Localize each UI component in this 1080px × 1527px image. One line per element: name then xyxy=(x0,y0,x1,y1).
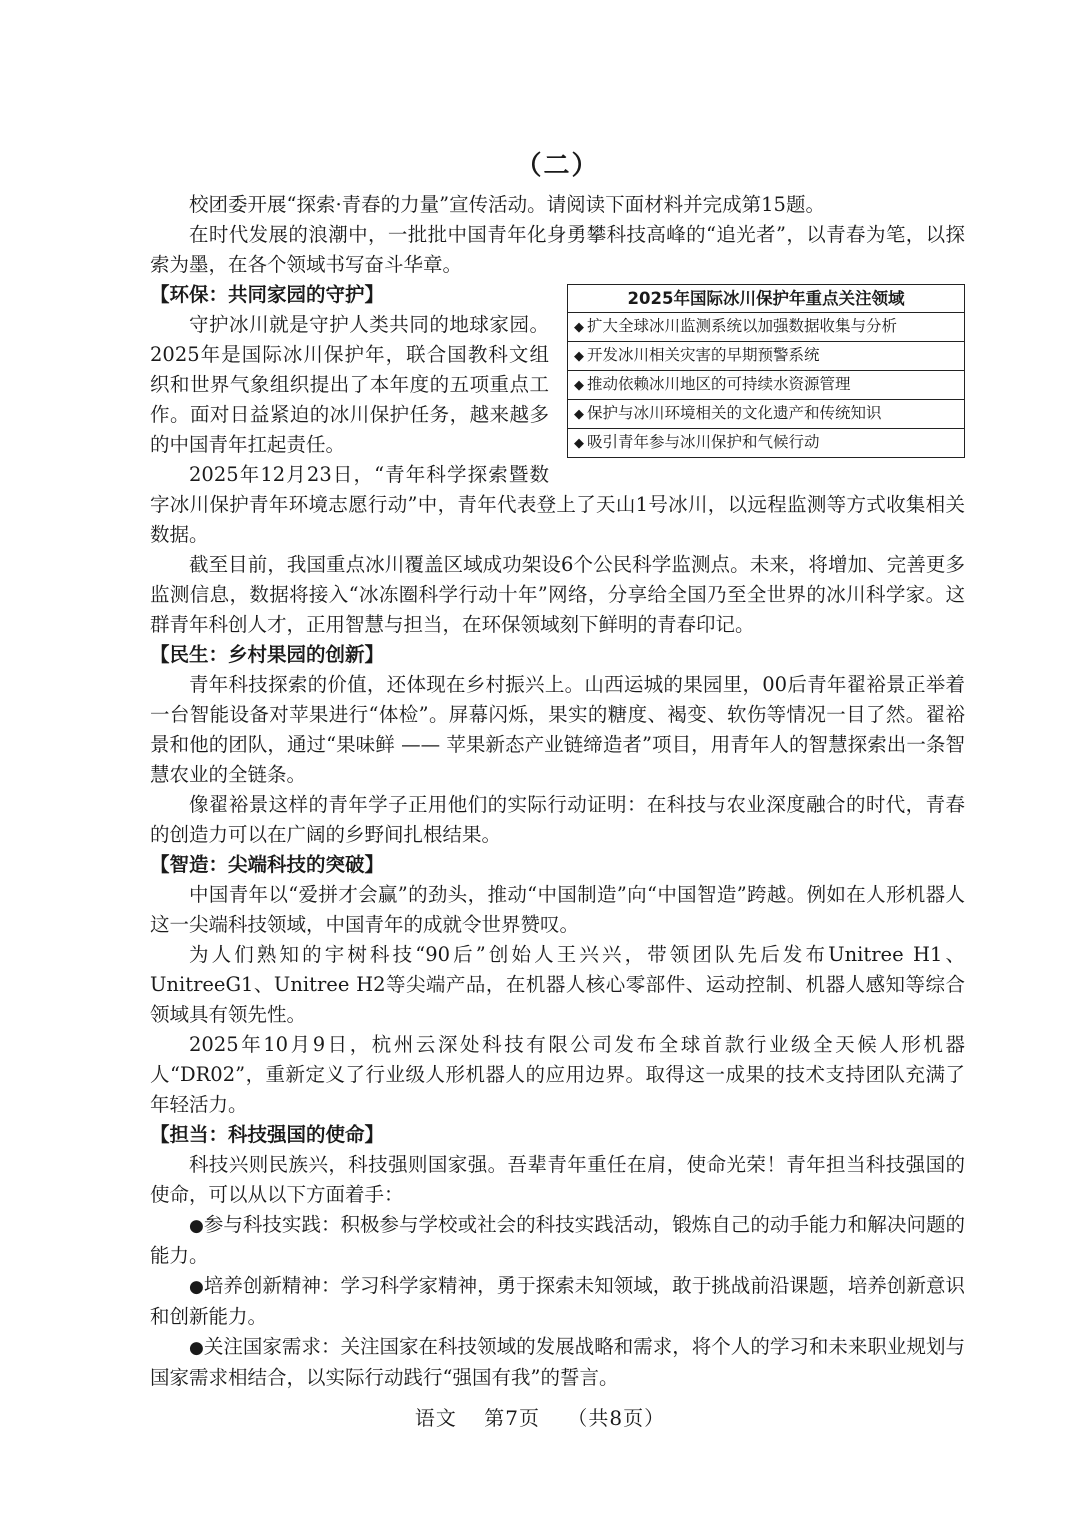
environment-paragraph: 截至目前，我国重点冰川覆盖区域成功架设6个公民科学监测点。未来，将增加、完善更多监测信息，数据将接入“冰冻圈科学行动十年”网络，分享给全国乃至全世界的冰川科学家。这群青年科创人才，正用智慧与担当，在环保领域刻下鲜明的青春印记。 xyxy=(150,553,965,636)
lead-paragraph: 在时代发展的浪潮中，一批批中国青年化身勇攀科技高峰的“追光者”，以青春为笔，以探索为墨，在各个领域书写奋斗华章。 xyxy=(150,223,965,276)
manufacturing-paragraph: 中国青年以“爱拼才会赢”的劲头，推动“中国制造”向“中国智造”跨越。例如在人形机器人这一尖端科技领域，中国青年的成就令世界赞叹。 xyxy=(150,883,965,936)
mission-bullet: ●关注国家需求：关注国家在科技领域的发展战略和需求，将个人的学习和未来职业规划与国家需求相结合，以实际行动践行“强国有我”的誓言。 xyxy=(150,1335,965,1389)
glacier-focus-item: ◆ 扩大全球冰川监测系统以加强数据收集与分析 xyxy=(568,313,964,342)
heading-manufacturing: 【智造：尖端科技的突破】 xyxy=(150,853,385,876)
heading-environment: 【环保：共同家园的守护】 xyxy=(150,283,385,306)
section-title: （二） xyxy=(515,151,600,181)
diamond-icon: ◆ xyxy=(574,349,584,364)
footer-total-pages: （共8页） xyxy=(567,1406,666,1430)
livelihood-paragraph: 像翟裕景这样的青年学子正用他们的实际行动证明：在科技与农业深度融合的时代，青春的创造力可以在广阔的乡野间扎根结果。 xyxy=(150,793,965,846)
mission-paragraph: 科技兴则民族兴，科技强则国家强。吾辈青年重任在肩，使命光荣！青年担当科技强国的使命，可以从以下方面着手： xyxy=(150,1153,965,1206)
glacier-focus-title: 2025年国际冰川保护年重点关注领域 xyxy=(568,285,964,313)
footer-page-number: 第7页 xyxy=(484,1406,540,1430)
diamond-icon: ◆ xyxy=(574,378,584,393)
manufacturing-paragraph: 为人们熟知的宇树科技“90后”创始人王兴兴，带领团队先后发布Unitree H1、UnitreeG1、Unitree H2等尖端产品，在机器人核心零部件、运动控制、机器人感知等综合领域具有领先性。 xyxy=(150,943,965,1026)
glacier-focus-item: ◆ 保护与冰川环境相关的文化遗产和传统知识 xyxy=(568,400,964,429)
glacier-focus-item: ◆ 吸引青年参与冰川保护和气候行动 xyxy=(574,433,820,451)
bullet-icon: ● xyxy=(189,1338,204,1358)
mission-bullet: ●参与科技实践：积极参与学校或社会的科技实践活动，锻炼自己的动手能力和解决问题的能力。 xyxy=(150,1213,965,1267)
bullet-icon: ● xyxy=(189,1216,204,1236)
heading-livelihood: 【民生：乡村果园的创新】 xyxy=(150,643,385,666)
livelihood-paragraph: 青年科技探索的价值，还体现在乡村振兴上。山西运城的果园里，00后青年翟裕景正举着一台智能设备对苹果进行“体检”。屏幕闪烁，果实的糖度、褐变、软伤等情况一目了然。翟裕景和他的团队，通过“果味鲜 —— 苹果新态产业链缔造者”项目，用青年人的智慧探索出一条智慧农业的全链条。 xyxy=(150,673,965,786)
glacier-focus-item: ◆ 推动依赖冰川地区的可持续水资源管理 xyxy=(568,371,964,400)
page-footer xyxy=(0,1402,1080,1431)
exam-page xyxy=(150,145,965,1393)
environment-paragraph: 守护冰川就是守护人类共同的地球家园。2025年是国际冰川保护年，联合国教科文组织和世界气象组织提出了本年度的五项重点工作。面对日益紧迫的冰川保护任务，越来越多的中国青年扛起责任。 xyxy=(150,313,549,456)
footer-subject: 语文 xyxy=(414,1406,457,1430)
diamond-icon: ◆ xyxy=(574,407,584,422)
task-instruction: 校团委开展“探索·青春的力量”宣传活动。请阅读下面材料并完成第15题。 xyxy=(189,193,825,216)
diamond-icon: ◆ xyxy=(574,320,584,335)
glacier-focus-item: ◆ 开发冰川相关灾害的早期预警系统 xyxy=(568,342,964,371)
manufacturing-paragraph: 2025年10月9日，杭州云深处科技有限公司发布全球首款行业级全天候人形机器人“DR02”，重新定义了行业级人形机器人的应用边界。取得这一成果的技术支持团队充满了年轻活力。 xyxy=(150,1033,965,1116)
bullet-icon: ● xyxy=(189,1277,204,1297)
heading-mission: 【担当：科技强国的使命】 xyxy=(150,1123,385,1146)
glacier-focus-table xyxy=(567,284,965,458)
diamond-icon: ◆ xyxy=(574,436,584,451)
environment-paragraph: 2025年12月23日，“青年科学探索暨数字冰川保护青年环境志愿行动”中，青年代表登上了天山1号冰川，以远程监测等方式收集相关数据。 xyxy=(150,463,965,546)
mission-bullet: ●培养创新精神：学习科学家精神，勇于探索未知领域，敢于挑战前沿课题，培养创新意识和创新能力。 xyxy=(150,1274,965,1328)
